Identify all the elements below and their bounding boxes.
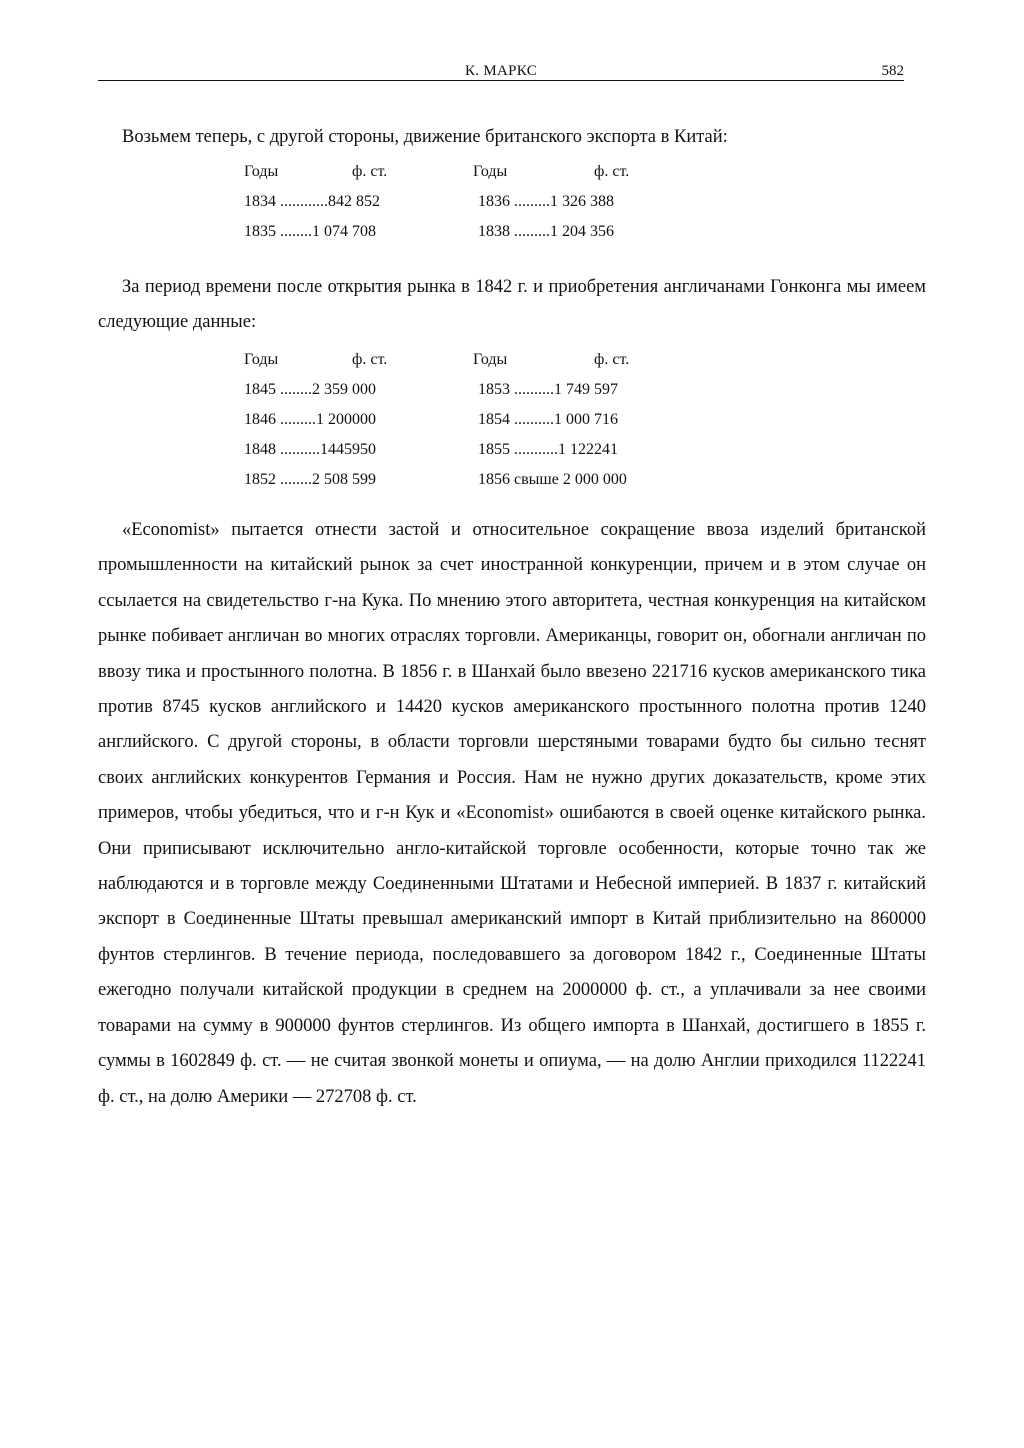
table1-row-left: 1835 ........1 074 708 bbox=[244, 223, 376, 240]
paragraph-intro-export: Возьмем теперь, с другой стороны, движение британского экспорта в Китай: bbox=[122, 127, 728, 147]
paragraph-economist-competition: «Economist» пытается отнести застой и относительное сокращение ввоза изделий британской промышленности на китайский рынок за счет иностранной конкуренции, причем и в этом случае он ссылается на свидетельство г-на Кука. По мнению этого авторитета, честная конкуренция на китайском рынке побивает англичан во многих отраслях торговли. Американцы, говорит он, обогнали англичан по ввозу тика и простынного полотна. В 1856 г. в Шанхай было ввезено 221716 кусков американского тика против 8745 кусков английского и 14420 кусков американского простынного полотна против 1240 английского. С другой стороны, в области торговли шерстяными товарами будто бы сильно теснят своих английских конкурентов Германия и Россия. Нам не нужно других доказательств, кроме этих примеров, чтобы убедиться, что и г-н Кук и «Economist» ошибаются в своей оценке китайского рынка. Они приписывают исключительно англо-китайской торговле особенности, которые точно так же наблюдаются и в торговле между Соединенными Штатами и Небесной империей. В 1837 г. китайский экспорт в Соединенные Штаты превышал американский импорт в Китай приблизительно на 860000 фунтов стерлингов. В течение периода, последовавшего за договором 1842 г., Соединенные Штаты ежегодно получали китайской продукции в среднем на 2000000 ф. ст., а уплачивали за нее своими товарами на сумму в 900000 фунтов стерлингов. Из общего импорта в Шанхай, достигшего в 1855 г. суммы в 1602849 ф. ст. — не считая звонкой монеты и опиума, — на долю Англии приходился 1122241 ф. ст., на долю Америки — 272708 ф. ст. bbox=[98, 520, 926, 1107]
table2-header-years-right: Годы bbox=[473, 351, 508, 368]
table2-row-right: 1853 ..........1 749 597 bbox=[478, 381, 618, 398]
table2-header-pounds-left: ф. ст. bbox=[352, 351, 388, 368]
table1-header-pounds-left: ф. ст. bbox=[352, 163, 388, 180]
table2-row-right: 1856 свыше 2 000 000 bbox=[478, 471, 627, 488]
page-number: 582 bbox=[881, 63, 904, 79]
table2-row-left: 1845 ........2 359 000 bbox=[244, 381, 376, 398]
table1-row-right: 1838 .........1 204 356 bbox=[478, 223, 614, 240]
table2-row-right: 1854 ..........1 000 716 bbox=[478, 411, 618, 428]
table1-row-right: 1836 .........1 326 388 bbox=[478, 193, 614, 210]
table1-row-left: 1834 ............842 852 bbox=[244, 193, 380, 210]
table1-header-years-right: Годы bbox=[473, 163, 508, 180]
header-author: К. МАРКС bbox=[464, 63, 538, 79]
table2-row-left: 1846 .........1 200000 bbox=[244, 411, 376, 428]
table1-header-years-left: Годы bbox=[244, 163, 279, 180]
table2-row-left: 1852 ........2 508 599 bbox=[244, 471, 376, 488]
table2-row-right: 1855 ...........1 122241 bbox=[478, 441, 618, 458]
table1-header-pounds-right: ф. ст. bbox=[594, 163, 630, 180]
table2-row-left: 1848 ..........1445950 bbox=[244, 441, 376, 458]
paragraph-after-1842: За период времени после открытия рынка в 1842 г. и приобретения англичанами Гонконга мы имеем следующие данные: bbox=[98, 277, 926, 332]
running-header bbox=[98, 62, 904, 81]
table2-header-pounds-right: ф. ст. bbox=[594, 351, 630, 368]
table2-header-years-left: Годы bbox=[244, 351, 279, 368]
